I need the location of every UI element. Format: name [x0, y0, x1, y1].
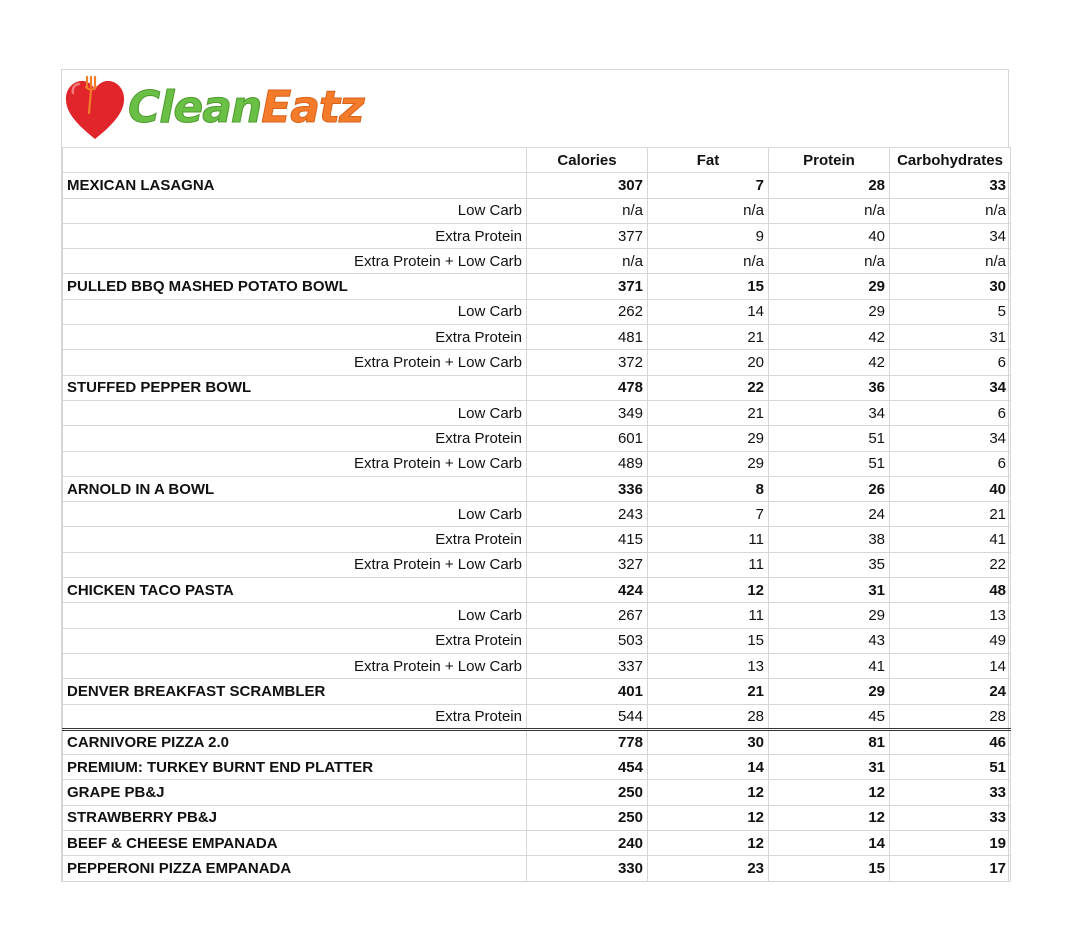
carbohydrates-cell: n/a — [890, 198, 1011, 223]
protein-cell: 29 — [769, 299, 890, 324]
protein-cell: 51 — [769, 451, 890, 476]
calories-cell: 250 — [527, 805, 648, 830]
carbohydrates-cell: 33 — [890, 805, 1011, 830]
logo-word-eatz: Eatz — [261, 82, 364, 133]
calories-cell: 503 — [527, 628, 648, 653]
nutrition-sheet — [61, 69, 1009, 882]
calories-cell: 454 — [527, 755, 648, 780]
header-calories: Calories — [527, 148, 648, 173]
logo-wordmark — [128, 84, 364, 132]
carbohydrates-cell: 6 — [890, 350, 1011, 375]
variant-name: Low Carb — [63, 299, 527, 324]
calories-cell: 372 — [527, 350, 648, 375]
fat-cell: 14 — [648, 299, 769, 324]
protein-cell: 29 — [769, 274, 890, 299]
menu-item-row — [63, 375, 1011, 400]
calories-cell: 481 — [527, 325, 648, 350]
variant-name: Low Carb — [63, 198, 527, 223]
carbohydrates-cell: 34 — [890, 426, 1011, 451]
variant-row — [63, 603, 1011, 628]
fat-cell: 13 — [648, 653, 769, 678]
calories-cell: 349 — [527, 400, 648, 425]
header-protein: Protein — [769, 148, 890, 173]
variant-name: Extra Protein — [63, 426, 527, 451]
carbohydrates-cell: 31 — [890, 325, 1011, 350]
fat-cell: 23 — [648, 856, 769, 881]
header-item — [63, 148, 527, 173]
carbohydrates-cell: 49 — [890, 628, 1011, 653]
item-name: CHICKEN TACO PASTA — [63, 578, 527, 603]
logo-row — [62, 70, 1008, 148]
heart-fork-logo-icon — [63, 75, 127, 143]
item-name: PULLED BBQ MASHED POTATO BOWL — [63, 274, 527, 299]
menu-item-row — [63, 805, 1011, 830]
variant-row — [63, 350, 1011, 375]
protein-cell: 15 — [769, 856, 890, 881]
variant-name: Low Carb — [63, 400, 527, 425]
variant-name: Extra Protein + Low Carb — [63, 350, 527, 375]
variant-row — [63, 552, 1011, 577]
fat-cell: 30 — [648, 729, 769, 754]
protein-cell: 26 — [769, 476, 890, 501]
protein-cell: 43 — [769, 628, 890, 653]
calories-cell: 478 — [527, 375, 648, 400]
fat-cell: 28 — [648, 704, 769, 729]
menu-item-row — [63, 476, 1011, 501]
fat-cell: 15 — [648, 274, 769, 299]
variant-row — [63, 325, 1011, 350]
carbohydrates-cell: 33 — [890, 780, 1011, 805]
item-name: STUFFED PEPPER BOWL — [63, 375, 527, 400]
protein-cell: 41 — [769, 653, 890, 678]
logo-word-clean: Clean — [128, 82, 262, 133]
fat-cell: 7 — [648, 502, 769, 527]
calories-cell: 401 — [527, 679, 648, 704]
carbohydrates-cell: 19 — [890, 831, 1011, 856]
variant-row — [63, 527, 1011, 552]
header-row — [63, 148, 1011, 173]
carbohydrates-cell: 46 — [890, 729, 1011, 754]
calories-cell: n/a — [527, 198, 648, 223]
calories-cell: 307 — [527, 173, 648, 198]
menu-item-row — [63, 831, 1011, 856]
calories-cell: 601 — [527, 426, 648, 451]
protein-cell: 42 — [769, 350, 890, 375]
calories-cell: 415 — [527, 527, 648, 552]
fat-cell: 15 — [648, 628, 769, 653]
carbohydrates-cell: 33 — [890, 173, 1011, 198]
header-carbohydrates: Carbohydrates — [890, 148, 1011, 173]
calories-cell: 424 — [527, 578, 648, 603]
item-name: CARNIVORE PIZZA 2.0 — [63, 729, 527, 754]
fat-cell: 12 — [648, 780, 769, 805]
variant-name: Extra Protein + Low Carb — [63, 653, 527, 678]
nutrition-table — [62, 147, 1011, 882]
fat-cell: 29 — [648, 451, 769, 476]
calories-cell: 377 — [527, 223, 648, 248]
variant-name: Low Carb — [63, 502, 527, 527]
fat-cell: 14 — [648, 755, 769, 780]
menu-item-row — [63, 173, 1011, 198]
protein-cell: 29 — [769, 679, 890, 704]
fat-cell: 12 — [648, 578, 769, 603]
calories-cell: n/a — [527, 249, 648, 274]
fat-cell: 29 — [648, 426, 769, 451]
menu-item-row — [63, 856, 1011, 881]
protein-cell: n/a — [769, 249, 890, 274]
carbohydrates-cell: 13 — [890, 603, 1011, 628]
item-name: GRAPE PB&J — [63, 780, 527, 805]
variant-name: Extra Protein — [63, 527, 527, 552]
protein-cell: 29 — [769, 603, 890, 628]
carbohydrates-cell: 48 — [890, 578, 1011, 603]
variant-row — [63, 704, 1011, 729]
variant-row — [63, 249, 1011, 274]
variant-row — [63, 400, 1011, 425]
variant-name: Extra Protein + Low Carb — [63, 451, 527, 476]
carbohydrates-cell: 24 — [890, 679, 1011, 704]
calories-cell: 243 — [527, 502, 648, 527]
protein-cell: 45 — [769, 704, 890, 729]
fat-cell: 12 — [648, 805, 769, 830]
carbohydrates-cell: 41 — [890, 527, 1011, 552]
carbohydrates-cell: 40 — [890, 476, 1011, 501]
menu-item-row — [63, 780, 1011, 805]
protein-cell: 24 — [769, 502, 890, 527]
variant-row — [63, 223, 1011, 248]
fat-cell: 12 — [648, 831, 769, 856]
fat-cell: 11 — [648, 603, 769, 628]
calories-cell: 489 — [527, 451, 648, 476]
variant-name: Extra Protein + Low Carb — [63, 552, 527, 577]
variant-name: Low Carb — [63, 603, 527, 628]
protein-cell: 36 — [769, 375, 890, 400]
fat-cell: 22 — [648, 375, 769, 400]
variant-name: Extra Protein — [63, 325, 527, 350]
fat-cell: 20 — [648, 350, 769, 375]
menu-item-row — [63, 578, 1011, 603]
item-name: ARNOLD IN A BOWL — [63, 476, 527, 501]
carbohydrates-cell: 51 — [890, 755, 1011, 780]
variant-name: Extra Protein + Low Carb — [63, 249, 527, 274]
protein-cell: 31 — [769, 578, 890, 603]
item-name: PEPPERONI PIZZA EMPANADA — [63, 856, 527, 881]
variant-row — [63, 426, 1011, 451]
variant-row — [63, 653, 1011, 678]
menu-item-row — [63, 729, 1011, 754]
protein-cell: 34 — [769, 400, 890, 425]
calories-cell: 262 — [527, 299, 648, 324]
calories-cell: 778 — [527, 729, 648, 754]
protein-cell: 35 — [769, 552, 890, 577]
carbohydrates-cell: 21 — [890, 502, 1011, 527]
calories-cell: 336 — [527, 476, 648, 501]
calories-cell: 371 — [527, 274, 648, 299]
item-name: STRAWBERRY PB&J — [63, 805, 527, 830]
protein-cell: 31 — [769, 755, 890, 780]
item-name: PREMIUM: TURKEY BURNT END PLATTER — [63, 755, 527, 780]
calories-cell: 337 — [527, 653, 648, 678]
calories-cell: 330 — [527, 856, 648, 881]
menu-item-row — [63, 755, 1011, 780]
carbohydrates-cell: 22 — [890, 552, 1011, 577]
carbohydrates-cell: 6 — [890, 400, 1011, 425]
menu-item-row — [63, 679, 1011, 704]
menu-item-row — [63, 274, 1011, 299]
fat-cell: 21 — [648, 679, 769, 704]
fat-cell: 21 — [648, 400, 769, 425]
fat-cell: 21 — [648, 325, 769, 350]
protein-cell: 42 — [769, 325, 890, 350]
protein-cell: 28 — [769, 173, 890, 198]
protein-cell: 12 — [769, 805, 890, 830]
item-name: BEEF & CHEESE EMPANADA — [63, 831, 527, 856]
header-fat: Fat — [648, 148, 769, 173]
calories-cell: 544 — [527, 704, 648, 729]
protein-cell: 38 — [769, 527, 890, 552]
protein-cell: 12 — [769, 780, 890, 805]
protein-cell: 14 — [769, 831, 890, 856]
fat-cell: 9 — [648, 223, 769, 248]
protein-cell: 40 — [769, 223, 890, 248]
item-name: DENVER BREAKFAST SCRAMBLER — [63, 679, 527, 704]
protein-cell: n/a — [769, 198, 890, 223]
carbohydrates-cell: 5 — [890, 299, 1011, 324]
fat-cell: n/a — [648, 249, 769, 274]
carbohydrates-cell: 14 — [890, 653, 1011, 678]
item-name: MEXICAN LASAGNA — [63, 173, 527, 198]
calories-cell: 250 — [527, 780, 648, 805]
variant-name: Extra Protein — [63, 223, 527, 248]
fat-cell: n/a — [648, 198, 769, 223]
carbohydrates-cell: 28 — [890, 704, 1011, 729]
fat-cell: 11 — [648, 527, 769, 552]
variant-name: Extra Protein — [63, 628, 527, 653]
variant-row — [63, 198, 1011, 223]
carbohydrates-cell: 30 — [890, 274, 1011, 299]
protein-cell: 81 — [769, 729, 890, 754]
variant-row — [63, 628, 1011, 653]
carbohydrates-cell: 6 — [890, 451, 1011, 476]
fat-cell: 8 — [648, 476, 769, 501]
calories-cell: 327 — [527, 552, 648, 577]
variant-row — [63, 502, 1011, 527]
carbohydrates-cell: 34 — [890, 223, 1011, 248]
calories-cell: 267 — [527, 603, 648, 628]
fat-cell: 11 — [648, 552, 769, 577]
variant-name: Extra Protein — [63, 704, 527, 729]
calories-cell: 240 — [527, 831, 648, 856]
carbohydrates-cell: 34 — [890, 375, 1011, 400]
carbohydrates-cell: 17 — [890, 856, 1011, 881]
protein-cell: 51 — [769, 426, 890, 451]
carbohydrates-cell: n/a — [890, 249, 1011, 274]
variant-row — [63, 451, 1011, 476]
variant-row — [63, 299, 1011, 324]
fat-cell: 7 — [648, 173, 769, 198]
